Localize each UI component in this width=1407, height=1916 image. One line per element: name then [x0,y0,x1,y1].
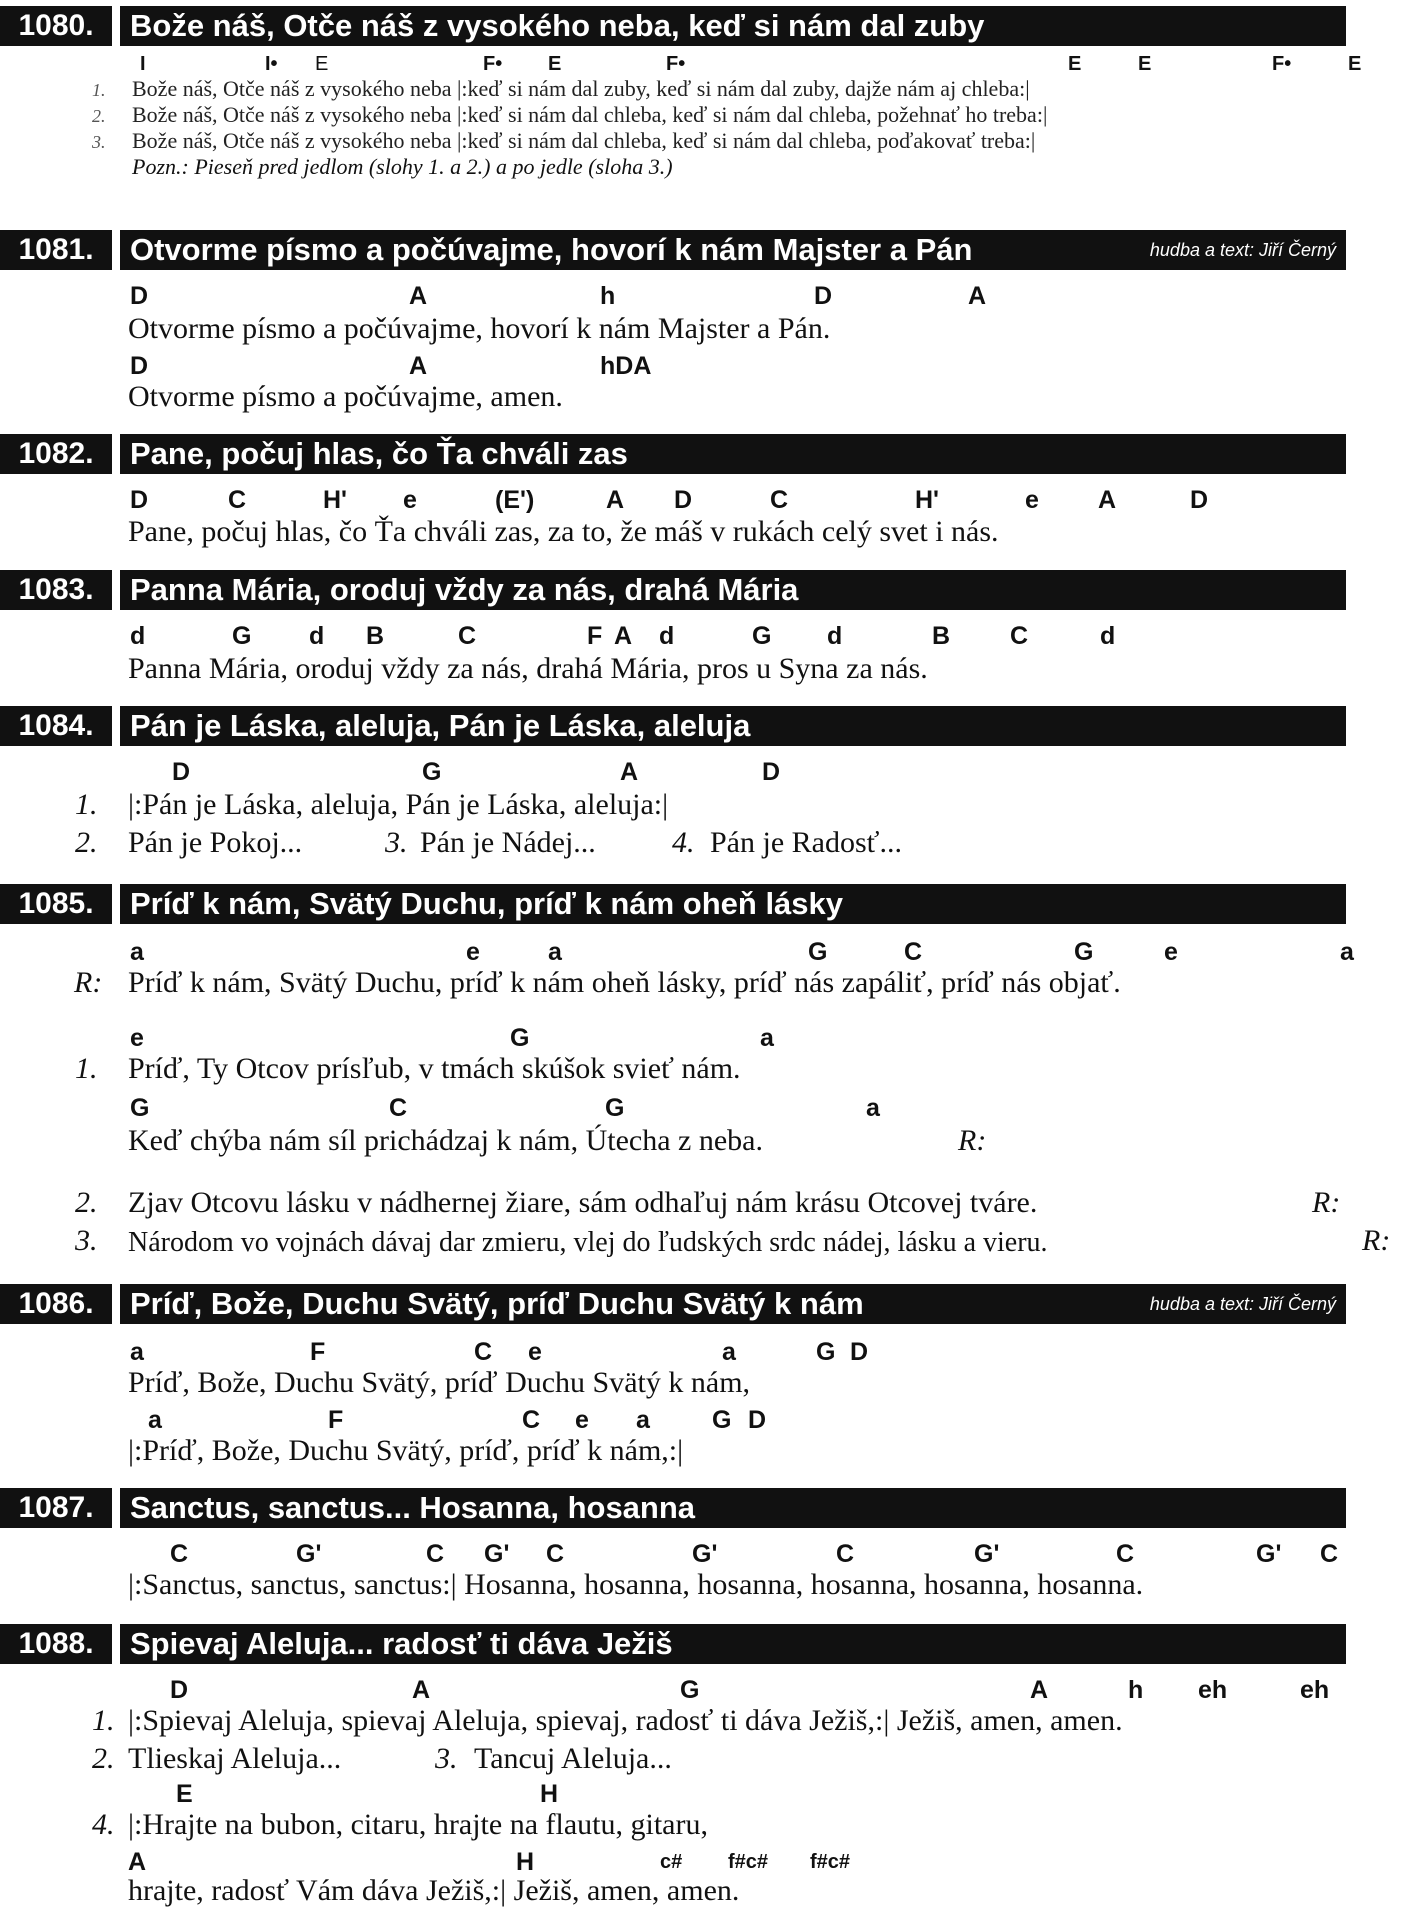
verse-line: Pán je Nádej... [420,826,596,859]
song-number: 1086. [0,1284,112,1324]
lyric-line: Panna Mária, oroduj vždy za nás, drahá Mária, pros u Syna za nás. [128,652,928,685]
verse-number: 3. [385,826,408,859]
chord: H' [323,486,347,514]
chord: e [130,1024,144,1052]
verse-number: 1. [92,80,106,100]
chord: A [409,282,428,310]
verse-number: 3. [92,132,106,152]
verse-line: Príď, Ty Otcov prísľub, v tmách skúšok svieť nám. [128,1052,741,1085]
chord: C [426,1540,445,1568]
chord: I• [265,53,278,75]
chord: d [659,622,675,650]
chord: a [1340,938,1354,966]
verse-line: Tancuj Aleluja... [474,1742,672,1775]
chord: C [474,1338,493,1366]
chord: G [130,1094,150,1122]
chord: E [176,1780,193,1808]
song-header-1081 [0,230,1346,270]
chord: C [904,938,923,966]
chord: f#c# [728,1851,769,1873]
chord: a [148,1406,162,1434]
chord: e [403,486,417,514]
song-header-1087 [0,1488,1346,1528]
chord: A [614,622,633,650]
song-header-1086 [0,1284,1346,1324]
verse-number: 2. [75,1186,98,1219]
chord: D [130,282,149,310]
chord: G [422,758,442,786]
chord: E [1138,53,1152,75]
chord: a [548,938,562,966]
chord: D [814,282,833,310]
chord: e [575,1406,589,1434]
chord: C [546,1540,565,1568]
chord: G [712,1406,732,1434]
chord: C [458,622,477,650]
chord: d [130,622,146,650]
verse-line: Tlieskaj Aleluja... [128,1742,342,1775]
chord: G [808,938,828,966]
chord: C [170,1540,189,1568]
verse-number: 4. [92,1808,115,1841]
chord: F• [483,53,503,75]
song-number: 1084. [0,706,112,746]
chord: a [866,1094,880,1122]
chord: e [1164,938,1178,966]
song-note: Pozn.: Pieseň pred jedlom (slohy 1. a 2.) a po jedle (sloha 3.) [132,154,673,179]
chord: C [228,486,247,514]
chord: F [328,1406,344,1434]
lyric-line: Príď, Bože, Duchu Svätý, príď Duchu Svätý k nám, [128,1366,751,1399]
verse-number: 2. [75,826,98,859]
chord: C [389,1094,408,1122]
verse-line: Pán je Radosť... [710,826,902,859]
verse-line: |:Pán je Láska, aleluja, Pán je Láska, aleluja:| [128,788,669,821]
chord: E [1348,53,1362,75]
chord: G [816,1338,836,1366]
verse-line: |:Spievaj Aleluja, spievaj Aleluja, spievaj, radosť ti dáva Ježiš,:| Ježiš, amen, amen. [128,1704,1123,1737]
chord: d [309,622,325,650]
lyric-line: Otvorme písmo a počúvajme, hovorí k nám Majster a Pán. [128,312,831,345]
chord: a [722,1338,736,1366]
chord: F• [1272,53,1292,75]
chord: A [968,282,987,310]
chord: G [605,1094,625,1122]
chord: D [674,486,693,514]
chord: H' [915,486,939,514]
chord: D [130,352,149,380]
chord: A [412,1676,431,1704]
chord: H [516,1848,535,1876]
song-number: 1081. [0,230,112,270]
chord: a [130,1338,144,1366]
song-credit: hudba a text: Jiří Černý [1144,1284,1336,1324]
song-header-1080 [0,6,1346,46]
chord: f#c# [810,1851,851,1873]
chord: E [1068,53,1082,75]
chord: A [620,758,639,786]
chord: D [1190,486,1209,514]
chord: F• [666,53,686,75]
chord: D [170,1676,189,1704]
song-number: 1087. [0,1488,112,1528]
song-title: Bože náš, Otče náš z vysokého neba, keď si nám dal zuby [120,6,1346,46]
verse-line: Bože náš, Otče náš z vysokého neba |:keď si nám dal chleba, keď si nám dal chleba, požehnať ho treba:| [132,102,1048,127]
chord: eh [1198,1676,1228,1704]
chord: F [310,1338,326,1366]
chord: A [128,1848,147,1876]
song-number: 1080. [0,6,112,46]
chord: A [606,486,625,514]
verse-line: Pán je Pokoj... [128,826,303,859]
verse-line: Bože náš, Otče náš z vysokého neba |:keď si nám dal chleba, keď si nám dal chleba, poďakovať treba:| [132,128,1036,153]
lyric-line: |:Príď, Bože, Duchu Svätý, príď, príď k nám,:| [128,1434,684,1467]
chord: D [130,486,149,514]
chord: D [172,758,191,786]
chord: G [510,1024,530,1052]
refrain-mark: R: [1312,1186,1341,1219]
chord: a [130,938,144,966]
chord: a [636,1406,650,1434]
chord: B [366,622,385,650]
lyric-line: |:Sanctus, sanctus, sanctus:| Hosanna, hosanna, hosanna, hosanna, hosanna, hosanna. [128,1568,1144,1601]
chord: G' [1256,1540,1282,1568]
chord: (E') [495,486,535,514]
chord: a [760,1024,774,1052]
chord: C [1116,1540,1135,1568]
song-header-1084 [0,706,1346,746]
song-header-1083 [0,570,1346,610]
verse-line: Zjav Otcovu lásku v nádhernej žiare, sám odhaľuj nám krásu Otcovej tváre. [128,1186,1038,1219]
song-header-1085 [0,884,1346,924]
lyric-line: Otvorme písmo a počúvajme, amen. [128,380,563,413]
chord: e [528,1338,542,1366]
song-number: 1085. [0,884,112,924]
chord: D [748,1406,767,1434]
song-title: Pane, počuj hlas, čo Ťa chváli zas [120,434,1346,474]
refrain-mark: R: [74,966,103,999]
song-title: Sanctus, sanctus... Hosanna, hosanna [120,1488,1346,1528]
chord: h [600,282,616,310]
refrain-line: Príď k nám, Svätý Duchu, príď k nám oheň lásky, príď nás zapáliť, príď nás objať. [128,966,1121,999]
chord: d [1100,622,1116,650]
chord: G [752,622,772,650]
chord: G' [692,1540,718,1568]
verse-line: |:Hrajte na bubon, citaru, hrajte na flautu, gitaru, [128,1808,708,1841]
verse-line: Národom vo vojnách dávaj dar zmieru, vlej do ľudských srdc nádej, lásku a vieru. [128,1227,1048,1258]
chord: C [836,1540,855,1568]
chord: G [1074,938,1094,966]
chord: H [540,1780,559,1808]
lyric-line: Pane, počuj hlas, čo Ťa chváli zas, za to, že máš v rukách celý svet i nás. [128,515,999,548]
song-title: Príď, Bože, Duchu Svätý, príď Duchu Svätý k nám [120,1284,1346,1324]
chord: c# [660,1851,683,1873]
chord: F [587,622,603,650]
chord: C [1320,1540,1339,1568]
chord: d [827,622,843,650]
chord: hDA [600,352,652,380]
chord: eh [1300,1676,1330,1704]
song-header-1088 [0,1624,1346,1664]
chord: B [932,622,951,650]
chord: G [232,622,252,650]
verse-number: 1. [92,1704,115,1737]
verse-number: 3. [435,1742,458,1775]
verse-number: 1. [75,788,98,821]
chord: A [1030,1676,1049,1704]
verse-number: 2. [92,106,106,126]
verse-number: 3. [75,1224,98,1257]
chord: G' [974,1540,1000,1568]
verse-line: Keď chýba nám síl prichádzaj k nám, Útecha z neba. [128,1124,763,1157]
song-credit: hudba a text: Jiří Černý [1144,230,1336,270]
chord: C [1010,622,1029,650]
verse-line: Bože náš, Otče náš z vysokého neba |:keď si nám dal zuby, keď si nám dal zuby, dajže nám aj chleba:| [132,76,1030,101]
song-number: 1088. [0,1624,112,1664]
verse-line: hrajte, radosť Vám dáva Ježiš,:| Ježiš, amen, amen. [128,1874,740,1907]
chord: E [315,53,329,75]
song-title: Spievaj Aleluja... radosť ti dáva Ježiš [120,1624,1346,1664]
chord: C [522,1406,541,1434]
chord: D [762,758,781,786]
song-title: Otvorme písmo a počúvajme, hovorí k nám Majster a Pán [120,230,1346,270]
chord: e [466,938,480,966]
chord: G' [296,1540,322,1568]
chord: G' [484,1540,510,1568]
verse-number: 1. [75,1052,98,1085]
song-number: 1082. [0,434,112,474]
chord: G [680,1676,700,1704]
song-title: Panna Mária, oroduj vždy za nás, drahá Mária [120,570,1346,610]
refrain-mark: R: [1362,1224,1391,1257]
song-title: Pán je Láska, aleluja, Pán je Láska, aleluja [120,706,1346,746]
chord: h [1128,1676,1144,1704]
chord: C [770,486,789,514]
chord: e [1025,486,1039,514]
chord: I [140,53,146,75]
song-title: Príď k nám, Svätý Duchu, príď k nám oheň lásky [120,884,1346,924]
chord: A [1098,486,1117,514]
song-header-1082 [0,434,1346,474]
verse-number: 4. [672,826,695,859]
song-number: 1083. [0,570,112,610]
chord: A [409,352,428,380]
refrain-mark: R: [958,1124,987,1157]
chord: D [850,1338,869,1366]
chord: E [548,53,562,75]
verse-number: 2. [92,1742,115,1775]
